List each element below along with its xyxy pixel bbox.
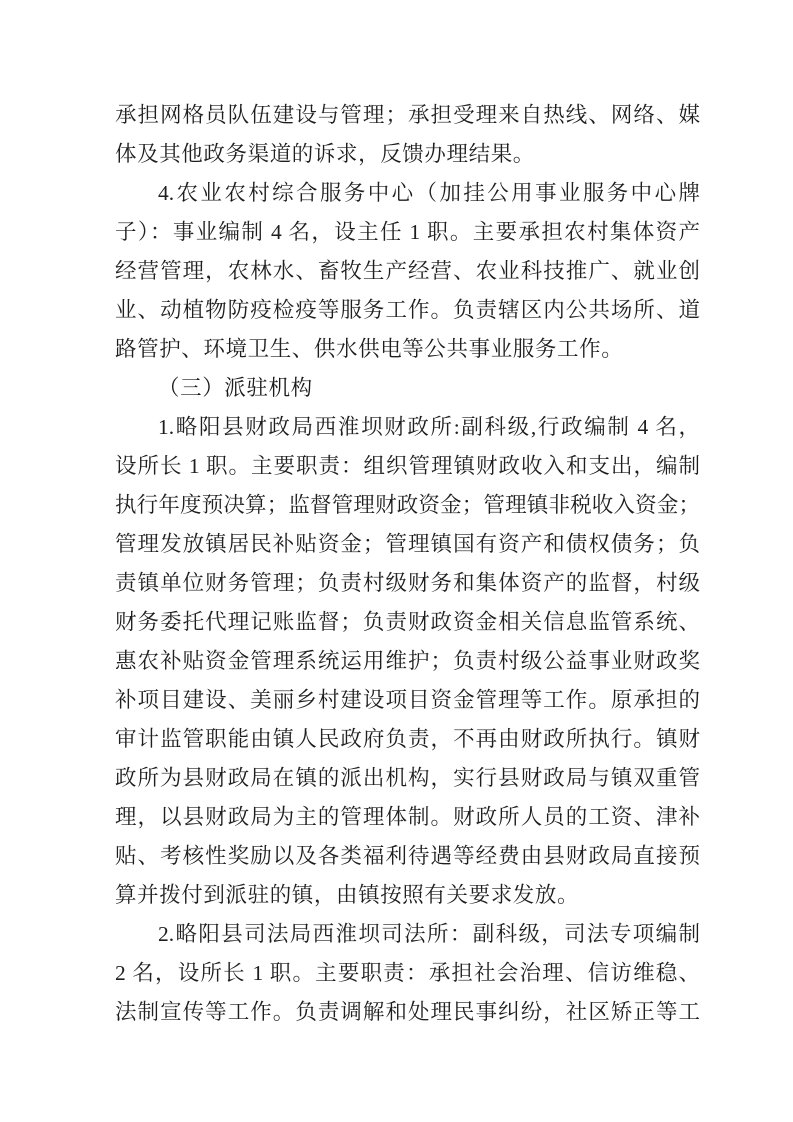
text-line: 管理发放镇居民补贴资金；管理镇国有资产和债权债务；负 xyxy=(115,532,700,556)
text-line: 理，以县财政局为主的管理体制。财政所人员的工资、津补 xyxy=(115,805,700,829)
text-line: 2 名，设所长 1 职。主要职责：承担社会治理、信访维稳、 xyxy=(115,961,700,985)
text-line: 法制宣传等工作。负责调解和处理民事纠纷，社区矫正等工 xyxy=(115,1000,700,1024)
text-line: 贴、考核性奖励以及各类福利待遇等经费由县财政局直接预 xyxy=(115,844,700,868)
text-line: 算并拨付到派驻的镇，由镇按照有关要求发放。 xyxy=(115,883,580,907)
text-line: 1.略阳县财政局西淮坝财政所:副科级,行政编制 4 名， xyxy=(158,415,700,439)
document-text-block xyxy=(115,96,700,1032)
text-line: 责镇单位财务管理；负责村级财务和集体资产的监督，村级 xyxy=(115,571,700,595)
text-line: 政所为县财政局在镇的派出机构，实行县财政局与镇双重管 xyxy=(115,766,700,790)
text-line: 执行年度预决算；监督管理财政资金；管理镇非税收入资金； xyxy=(115,493,700,517)
text-line: 惠农补贴资金管理系统运用维护；负责村级公益事业财政奖 xyxy=(115,649,700,673)
text-line: 子）：事业编制 4 名，设主任 1 职。主要承担农村集体资产 xyxy=(115,220,700,244)
text-line: 4.农业农村综合服务中心（加挂公用事业服务中心牌 xyxy=(158,181,700,205)
text-line: 经营管理，农林水、畜牧生产经营、农业科技推广、就业创 xyxy=(115,259,700,283)
text-line: 承担网格员队伍建设与管理；承担受理来自热线、网络、媒 xyxy=(115,103,700,127)
text-line: 财务委托代理记账监督；负责财政资金相关信息监管系统、 xyxy=(115,610,700,634)
text-line: 审计监管职能由镇人民政府负责，不再由财政所执行。镇财 xyxy=(115,727,700,751)
section-heading-line: （三）派驻机构 xyxy=(158,376,313,400)
text-line: 补项目建设、美丽乡村建设项目资金管理等工作。原承担的 xyxy=(115,688,700,712)
text-line: 体及其他政务渠道的诉求，反馈办理结果。 xyxy=(115,142,535,166)
text-line: 设所长 1 职。主要职责：组织管理镇财政收入和支出，编制 xyxy=(115,454,700,478)
text-line: 路管护、环境卫生、供水供电等公共事业服务工作。 xyxy=(115,337,624,361)
text-line: 2.略阳县司法局西淮坝司法所：副科级，司法专项编制 xyxy=(158,922,700,946)
text-line: 业、动植物防疫检疫等服务工作。负责辖区内公共场所、道 xyxy=(115,298,700,322)
